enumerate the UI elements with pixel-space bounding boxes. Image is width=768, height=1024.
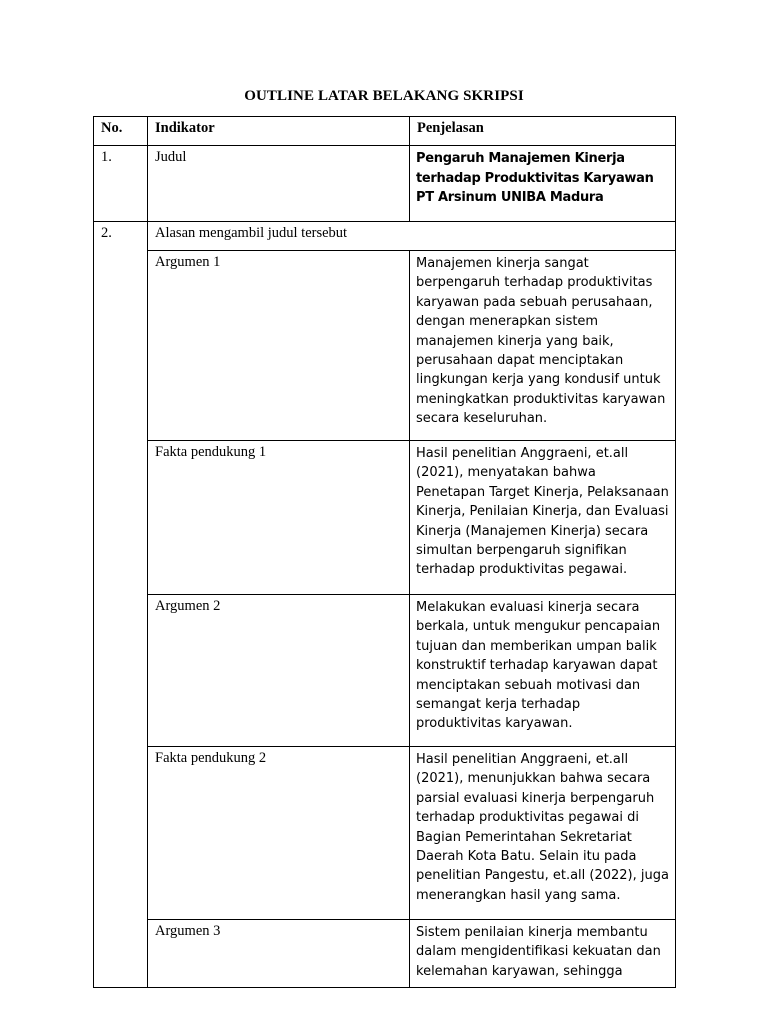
item-label: Argumen 2 bbox=[148, 595, 410, 747]
table-row bbox=[94, 595, 676, 747]
indikator-cell: Judul bbox=[148, 146, 410, 222]
table-row bbox=[94, 441, 676, 595]
table-row bbox=[94, 222, 676, 251]
item-explanation: Melakukan evaluasi kinerja secara berkala, untuk mengukur pencapaian tujuan dan memberikan umpan balik konstruktif terhadap karyawan dapat menciptakan sebuah motivasi dan semangat kerja terhadap produktivitas karyawan. bbox=[410, 595, 676, 747]
item-explanation: Manajemen kinerja sangat berpengaruh terhadap produktivitas karyawan pada sebuah perusahaan, dengan menerapkan sistem manajemen kinerja yang baik, perusahaan dapat menciptakan lingkungan kerja yang kondusif untuk meningkatkan produktivitas karyawan secara keseluruhan. bbox=[410, 251, 676, 441]
item-explanation: Sistem penilaian kinerja membantu dalam mengidentifikasi kekuatan dan kelemahan karyawan, sehingga bbox=[410, 920, 676, 988]
item-label: Argumen 1 bbox=[148, 251, 410, 441]
table-row bbox=[94, 251, 676, 441]
row-number: 1. bbox=[94, 146, 148, 222]
item-label: Argumen 3 bbox=[148, 920, 410, 988]
item-explanation: Hasil penelitian Anggraeni, et.all (2021), menunjukkan bahwa secara parsial evaluasi kinerja berpengaruh terhadap produktivitas pegawai di Bagian Pemerintahan Sekretariat Daerah Kota Batu. Selain itu pada penelitian Pangestu, et.all (2022), juga menerangkan hasil yang sama. bbox=[410, 747, 676, 920]
header-penjelasan: Penjelasan bbox=[410, 117, 676, 146]
outline-table bbox=[93, 116, 676, 988]
row-number: 2. bbox=[94, 222, 148, 988]
header-no: No. bbox=[94, 117, 148, 146]
header-indikator: Indikator bbox=[148, 117, 410, 146]
item-explanation: Hasil penelitian Anggraeni, et.all (2021), menyatakan bahwa Penetapan Target Kinerja, Pelaksanaan Kinerja, Penilaian Kinerja, dan Evaluasi Kinerja (Manajemen Kinerja) secara simultan berpengaruh signifikan terhadap produktivitas pegawai. bbox=[410, 441, 676, 595]
section-heading: Alasan mengambil judul tersebut bbox=[148, 222, 676, 251]
item-label: Fakta pendukung 1 bbox=[148, 441, 410, 595]
page-title: OUTLINE LATAR BELAKANG SKRIPSI bbox=[244, 88, 524, 104]
table-row bbox=[94, 747, 676, 920]
item-label: Fakta pendukung 2 bbox=[148, 747, 410, 920]
table-row bbox=[94, 146, 676, 222]
table-row bbox=[94, 920, 676, 988]
table-header-row bbox=[94, 117, 676, 146]
thesis-title: Pengaruh Manajemen Kinerja terhadap Produktivitas Karyawan PT Arsinum UNIBA Madura bbox=[410, 146, 676, 222]
